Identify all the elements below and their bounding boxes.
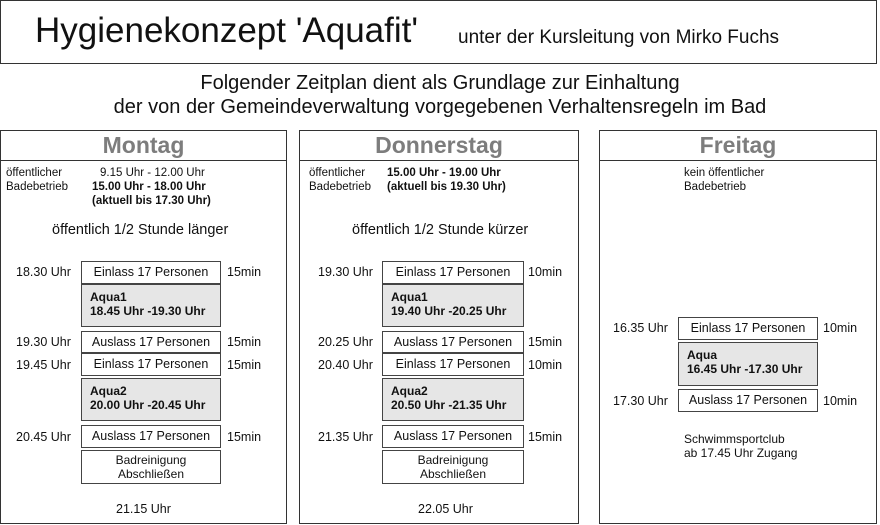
course-box-aqua2 — [382, 378, 524, 421]
row-duration: 10min — [528, 358, 563, 372]
end-time: 22.05 Uhr — [418, 502, 473, 516]
row-time: 20.40 Uhr — [318, 358, 373, 372]
row-time: 19.45 Uhr — [16, 358, 71, 372]
closing-label: Abschließen — [117, 467, 185, 481]
row-duration: 15min — [528, 335, 563, 349]
row-duration: 10min — [528, 265, 563, 279]
entry-box: Einlass 17 Personen — [678, 317, 818, 340]
closing-label: Abschließen — [419, 467, 487, 481]
end-time: 21.15 Uhr — [116, 502, 171, 516]
public-time-1: 15.00 Uhr - 19.00 Uhr — [387, 167, 501, 179]
entry-box: Einlass 17 Personen — [81, 261, 221, 284]
row-duration: 15min — [528, 430, 563, 444]
course-time: 18.45 Uhr -19.30 Uhr — [90, 304, 206, 318]
page-subtitle: unter der Kursleitung von Mirko Fuchs — [458, 27, 780, 48]
public-time-note: (aktuell bis 19.30 Uhr) — [387, 181, 506, 193]
row-time: 20.25 Uhr — [318, 335, 373, 349]
page-title: Hygienekonzept 'Aquafit' — [35, 11, 419, 50]
course-name: Aqua — [687, 348, 717, 362]
row-duration: 10min — [823, 321, 858, 335]
course-time: 20.00 Uhr -20.45 Uhr — [90, 398, 206, 412]
course-box-aqua1 — [382, 284, 524, 327]
day-heading-montag: Montag — [1, 131, 286, 161]
day-heading-freitag: Freitag — [600, 131, 876, 161]
row-time: 17.30 Uhr — [613, 394, 668, 408]
entry-box: Einlass 17 Personen — [382, 353, 524, 376]
exit-box: Auslass 17 Personen — [81, 425, 221, 448]
course-time: 16.45 Uhr -17.30 Uhr — [687, 362, 803, 376]
schedule-note: öffentlich 1/2 Stunde länger — [52, 222, 229, 238]
public-time-note: (aktuell bis 17.30 Uhr) — [92, 195, 211, 207]
club-label: Schwimmsportclub — [684, 432, 785, 446]
exit-box: Auslass 17 Personen — [382, 425, 524, 448]
public-time-2: 15.00 Uhr - 18.00 Uhr — [92, 181, 206, 193]
row-time: 21.35 Uhr — [318, 430, 373, 444]
row-time: 16.35 Uhr — [613, 321, 668, 335]
row-duration: 15min — [227, 430, 262, 444]
day-heading-donnerstag: Donnerstag — [300, 131, 578, 161]
schedule-note: öffentlich 1/2 Stunde kürzer — [352, 222, 529, 238]
cleaning-label: Badreinigung — [115, 453, 187, 467]
row-duration: 15min — [227, 265, 262, 279]
label-public: öffentlicher — [309, 167, 366, 179]
club-access: ab 17.45 Uhr Zugang — [684, 446, 798, 460]
entry-box: Einlass 17 Personen — [81, 353, 221, 376]
course-time: 19.40 Uhr -20.25 Uhr — [391, 304, 507, 318]
course-name: Aqua1 — [391, 290, 428, 304]
row-time: 18.30 Uhr — [16, 265, 71, 279]
public-time-1: 9.15 Uhr - 12.00 Uhr — [100, 167, 205, 179]
course-name: Aqua2 — [391, 384, 428, 398]
row-duration: 10min — [823, 394, 858, 408]
label-bathing: Badebetrieb — [309, 181, 372, 193]
label-bathing: Badebetrieb — [684, 181, 747, 193]
row-time: 19.30 Uhr — [16, 335, 71, 349]
row-time: 19.30 Uhr — [318, 265, 373, 279]
course-box-aqua1 — [81, 284, 221, 327]
cleaning-box — [382, 450, 524, 484]
course-time: 20.50 Uhr -21.35 Uhr — [391, 398, 507, 412]
exit-box: Auslass 17 Personen — [382, 331, 524, 353]
row-duration: 15min — [227, 335, 262, 349]
course-box-aqua2 — [81, 378, 221, 421]
cleaning-box — [81, 450, 221, 484]
course-name: Aqua1 — [90, 290, 127, 304]
label-public: öffentlicher — [6, 167, 63, 179]
exit-box: Auslass 17 Personen — [678, 389, 818, 412]
row-time: 20.45 Uhr — [16, 430, 71, 444]
intro-line-2: der von der Gemeindeverwaltung vorgegebenen Verhaltensregeln im Bad — [113, 96, 767, 118]
cleaning-label: Badreinigung — [417, 453, 489, 467]
exit-box: Auslass 17 Personen — [81, 331, 221, 353]
intro-line-1: Folgender Zeitplan dient als Grundlage zur Einhaltung — [200, 72, 680, 94]
course-box-aqua — [678, 342, 818, 386]
entry-box: Einlass 17 Personen — [382, 261, 524, 284]
title-box — [0, 0, 877, 64]
label-no-public: kein öffentlicher — [684, 167, 765, 179]
label-bathing: Badebetrieb — [6, 181, 69, 193]
row-duration: 15min — [227, 358, 262, 372]
course-name: Aqua2 — [90, 384, 127, 398]
